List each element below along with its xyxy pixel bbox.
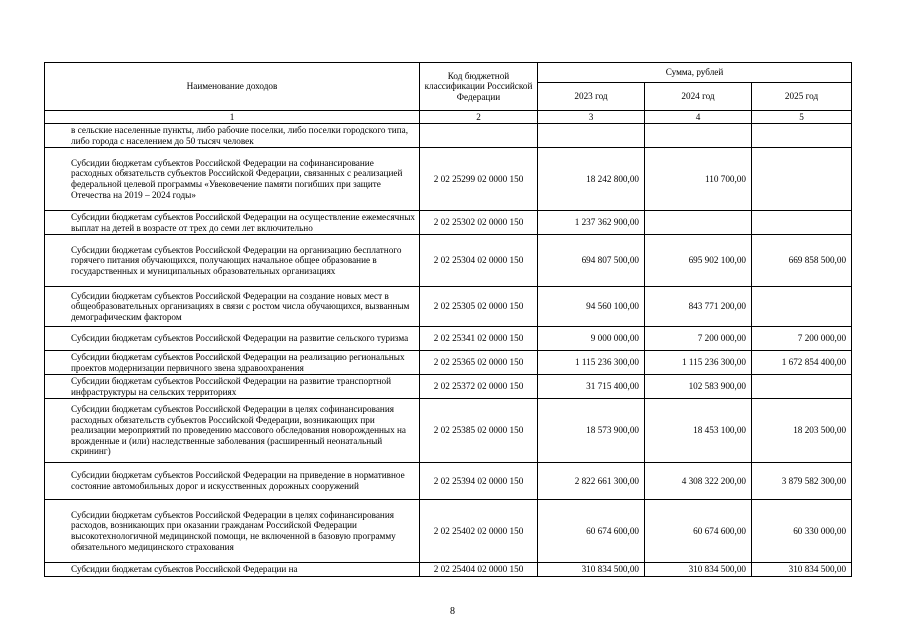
amount-2025 — [752, 124, 852, 148]
amount-2024: 7 200 000,00 — [645, 327, 752, 351]
amount-2025: 310 834 500,00 — [752, 563, 852, 577]
amount-2025: 18 203 500,00 — [752, 399, 852, 463]
table-row — [45, 148, 852, 211]
table-row — [45, 327, 852, 351]
revenue-name: Субсидии бюджетам субъектов Российской Федерации на развитие сельского туризма — [45, 327, 420, 351]
budget-code: 2 02 25372 02 0000 150 — [420, 375, 538, 399]
table-row — [45, 375, 852, 399]
table-row — [45, 235, 852, 287]
table-row — [45, 211, 852, 235]
table-row — [45, 563, 852, 577]
budget-revenue-table — [44, 62, 852, 577]
amount-2023: 60 674 600,00 — [538, 500, 645, 563]
column-number-4: 4 — [645, 111, 752, 124]
amount-2023: 2 822 661 300,00 — [538, 463, 645, 500]
revenue-name: в сельские населенные пункты, либо рабочие поселки, либо поселки городского типа, либо города с населением до 50 тысяч человек — [45, 124, 420, 148]
revenue-name: Субсидии бюджетам субъектов Российской Федерации на создание новых мест в общеобразовательных организациях в связи с ростом числа обучающихся, вызванным демографическим фактором — [45, 287, 420, 327]
amount-2024: 695 902 100,00 — [645, 235, 752, 287]
amount-2024: 310 834 500,00 — [645, 563, 752, 577]
table-row — [45, 500, 852, 563]
amount-2024: 102 583 900,00 — [645, 375, 752, 399]
amount-2023: 18 242 800,00 — [538, 148, 645, 211]
table-row — [45, 463, 852, 500]
amount-2023: 694 807 500,00 — [538, 235, 645, 287]
amount-2023 — [538, 124, 645, 148]
table-row — [45, 351, 852, 375]
amount-2025: 7 200 000,00 — [752, 327, 852, 351]
budget-code: 2 02 25302 02 0000 150 — [420, 211, 538, 235]
table-row — [45, 287, 852, 327]
amount-2023: 9 000 000,00 — [538, 327, 645, 351]
amount-2024: 18 453 100,00 — [645, 399, 752, 463]
amount-2025: 669 858 500,00 — [752, 235, 852, 287]
header-amount: Сумма, рублей — [538, 63, 852, 83]
column-number-5: 5 — [752, 111, 852, 124]
revenue-name: Субсидии бюджетам субъектов Российской Федерации на организацию бесплатного горячего питания обучающихся, получающих начальное общее образование в государственных и муниципальных образовательных организациях — [45, 235, 420, 287]
amount-2025 — [752, 148, 852, 211]
amount-2025: 60 330 000,00 — [752, 500, 852, 563]
revenue-name: Субсидии бюджетам субъектов Российской Федерации на осуществление ежемесячных выплат на детей в возрасте от трех до семи лет включительно — [45, 211, 420, 235]
revenue-name: Субсидии бюджетам субъектов Российской Федерации на реализацию региональных проектов модернизации первичного звена здравоохранения — [45, 351, 420, 375]
budget-code — [420, 124, 538, 148]
amount-2024: 4 308 322 200,00 — [645, 463, 752, 500]
header-year-2023: 2023 год — [538, 83, 645, 111]
header-year-2025: 2025 год — [752, 83, 852, 111]
amount-2024: 60 674 600,00 — [645, 500, 752, 563]
budget-code: 2 02 25305 02 0000 150 — [420, 287, 538, 327]
amount-2024 — [645, 124, 752, 148]
budget-code: 2 02 25385 02 0000 150 — [420, 399, 538, 463]
column-number-row — [45, 111, 852, 124]
budget-code: 2 02 25402 02 0000 150 — [420, 500, 538, 563]
budget-code: 2 02 25341 02 0000 150 — [420, 327, 538, 351]
amount-2025: 1 672 854 400,00 — [752, 351, 852, 375]
budget-code: 2 02 25304 02 0000 150 — [420, 235, 538, 287]
budget-code: 2 02 25365 02 0000 150 — [420, 351, 538, 375]
amount-2023: 94 560 100,00 — [538, 287, 645, 327]
table-row — [45, 399, 852, 463]
column-number-2: 2 — [420, 111, 538, 124]
amount-2024: 843 771 200,00 — [645, 287, 752, 327]
amount-2025 — [752, 375, 852, 399]
amount-2024: 1 115 236 300,00 — [645, 351, 752, 375]
amount-2025 — [752, 287, 852, 327]
header-year-2024: 2024 год — [645, 83, 752, 111]
amount-2023: 310 834 500,00 — [538, 563, 645, 577]
header-budget-code: Код бюджетной классификации Российской Федерации — [420, 63, 538, 111]
header-revenue-name: Наименование доходов — [45, 63, 420, 111]
revenue-name: Субсидии бюджетам субъектов Российской Федерации в целях софинансирования расходных обязательств субъектов Российской Федерации, возникающих при реализации мероприятий по проведению массового обследования новорожденных на врожденные и (или) наследственные заболевания (расширенный неонатальный скрининг) — [45, 399, 420, 463]
amount-2025: 3 879 582 300,00 — [752, 463, 852, 500]
amount-2025 — [752, 211, 852, 235]
table-row — [45, 124, 852, 148]
amount-2023: 18 573 900,00 — [538, 399, 645, 463]
amount-2023: 1 115 236 300,00 — [538, 351, 645, 375]
revenue-name: Субсидии бюджетам субъектов Российской Федерации на софинансирование расходных обязательств субъектов Российской Федерации, связанных с реализацией федеральной целевой программы «Увековечение памяти погибших при защите Отечества на 2019 – 2024 годы» — [45, 148, 420, 211]
revenue-name: Субсидии бюджетам субъектов Российской Федерации на — [45, 563, 420, 577]
amount-2024 — [645, 211, 752, 235]
column-number-1: 1 — [45, 111, 420, 124]
column-number-3: 3 — [538, 111, 645, 124]
budget-code: 2 02 25404 02 0000 150 — [420, 563, 538, 577]
revenue-name: Субсидии бюджетам субъектов Российской Федерации в целях софинансирования расходов, возникающих при оказании гражданам Российской Федерации высокотехнологичной медицинской помощи, не включенной в базовую программу обязательного медицинского страхования — [45, 500, 420, 563]
page-number: 8 — [450, 606, 455, 617]
revenue-name: Субсидии бюджетам субъектов Российской Федерации на приведение в нормативное состояние автомобильных дорог и искусственных дорожных сооружений — [45, 463, 420, 500]
header-row-top — [45, 63, 852, 83]
budget-code: 2 02 25299 02 0000 150 — [420, 148, 538, 211]
amount-2023: 1 237 362 900,00 — [538, 211, 645, 235]
amount-2023: 31 715 400,00 — [538, 375, 645, 399]
amount-2024: 110 700,00 — [645, 148, 752, 211]
budget-code: 2 02 25394 02 0000 150 — [420, 463, 538, 500]
revenue-name: Субсидии бюджетам субъектов Российской Федерации на развитие транспортной инфраструктуры на сельских территориях — [45, 375, 420, 399]
